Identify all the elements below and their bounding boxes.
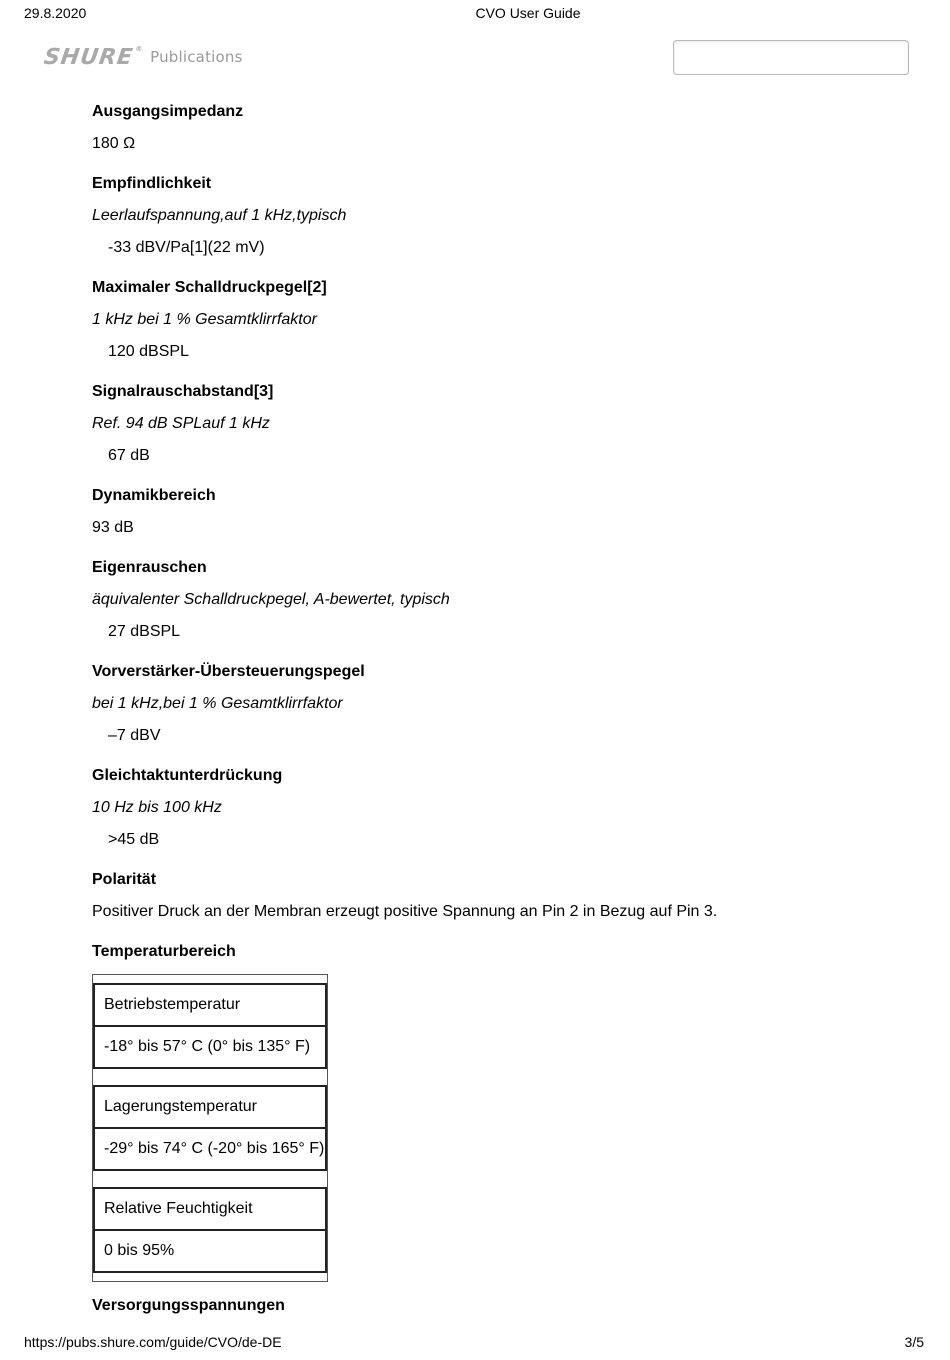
- temp-cell-name: Betriebstemperatur: [104, 996, 241, 1013]
- spec-value: 120 dBSPL: [108, 343, 189, 360]
- spec-condition: Leerlaufspannung,auf 1 kHz,typisch: [92, 207, 347, 224]
- spec-label: Signalrauschabstand[3]: [92, 383, 274, 400]
- spec-label: Eigenrauschen: [92, 559, 207, 576]
- spec-label: Ausgangsimpedanz: [92, 103, 244, 120]
- temp-cell-name: Lagerungstemperatur: [104, 1098, 257, 1115]
- spec-value: 180 Ω: [92, 135, 136, 152]
- temp-cell-value: 0 bis 95%: [95, 1229, 325, 1271]
- spec-condition: 10 Hz bis 100 kHz: [92, 799, 222, 816]
- spec-max-spl: [92, 272, 912, 368]
- publications-label: Publications: [150, 48, 243, 66]
- temp-cell-value: -29° bis 74° C (-20° bis 165° F): [95, 1127, 325, 1169]
- print-header: [0, 5, 950, 23]
- spec-cmrr: [92, 760, 912, 856]
- spec-label: Dynamikbereich: [92, 487, 216, 504]
- spec-label: Versorgungsspannungen: [92, 1297, 285, 1314]
- spec-snr: [92, 376, 912, 472]
- spec-label: Polarität: [92, 871, 157, 888]
- temp-row-humidity: [93, 1187, 327, 1273]
- spec-value: 27 dBSPL: [108, 623, 181, 640]
- temp-row-operating: [93, 983, 327, 1069]
- print-page-number: 3/5: [904, 1334, 924, 1350]
- temp-row-storage: [93, 1085, 327, 1171]
- spec-self-noise: [92, 552, 912, 648]
- spec-value: –7 dBV: [108, 727, 161, 744]
- spec-condition: äquivalenter Schalldruckpegel, A-bewertet, typisch: [92, 591, 450, 608]
- spec-condition: 1 kHz bei 1 % Gesamtklirrfaktor: [92, 311, 317, 328]
- temp-cell-name: Relative Feuchtigkeit: [104, 1200, 253, 1217]
- spec-supply-voltages: [92, 1290, 912, 1322]
- spec-label: Temperaturbereich: [92, 943, 236, 960]
- spec-polarity: [92, 864, 912, 928]
- print-url: https://pubs.shure.com/guide/CVO/de-DE: [24, 1334, 282, 1350]
- temperature-table: [92, 974, 328, 1282]
- spec-condition: Ref. 94 dB SPLauf 1 kHz: [92, 415, 270, 432]
- spec-preamp-clipping: [92, 656, 912, 752]
- spec-content: [92, 96, 912, 1322]
- spec-output-impedance: [92, 96, 912, 160]
- search-input[interactable]: [673, 40, 909, 75]
- temp-cell-value: -18° bis 57° C (0° bis 135° F): [95, 1025, 325, 1067]
- spec-label: Vorverstärker-Übersteuerungspegel: [92, 663, 365, 680]
- shure-publications-logo[interactable]: [44, 42, 243, 72]
- spec-value: -33 dBV/Pa[1](22 mV): [108, 239, 265, 256]
- spec-sensitivity: [92, 168, 912, 264]
- spec-temperature: [92, 936, 912, 1282]
- spec-value: Positiver Druck an der Membran erzeugt positive Spannung an Pin 2 in Bezug auf Pin 3.: [92, 903, 718, 920]
- spec-label: Gleichtaktunterdrückung: [92, 767, 283, 784]
- print-title: CVO User Guide: [475, 5, 581, 21]
- spec-condition: bei 1 kHz,bei 1 % Gesamtklirrfaktor: [92, 695, 343, 712]
- spec-dynamic-range: [92, 480, 912, 544]
- spec-value: 67 dB: [108, 447, 150, 464]
- spec-value: 93 dB: [92, 519, 134, 536]
- print-date: 29.8.2020: [24, 5, 87, 21]
- spec-value: >45 dB: [108, 831, 160, 848]
- spec-label: Maximaler Schalldruckpegel[2]: [92, 279, 327, 296]
- print-footer: [0, 1334, 950, 1352]
- spec-label: Empfindlichkeit: [92, 175, 212, 192]
- shure-logo: SHURE®: [42, 44, 144, 70]
